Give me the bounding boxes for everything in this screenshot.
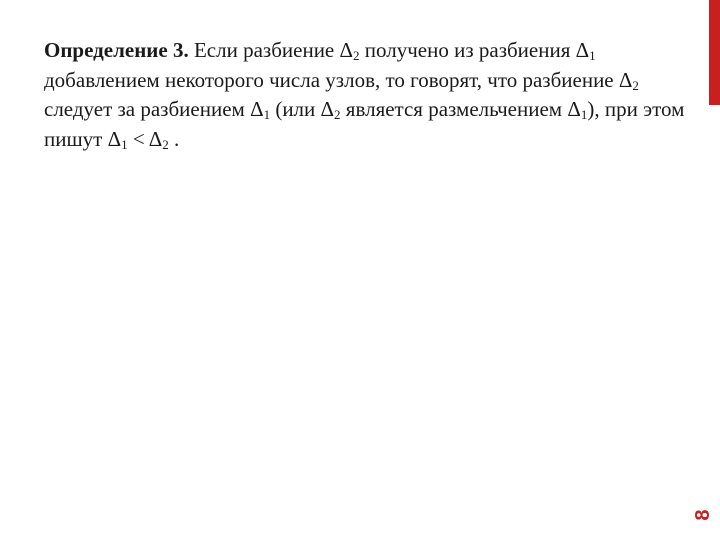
delta-subscript: 1 [263, 107, 271, 122]
delta-subscript: 2 [632, 77, 639, 93]
delta-subscript: 1 [121, 136, 128, 152]
delta-subscript: 2 [162, 136, 169, 152]
definition-heading: Определение 3. [44, 38, 189, 62]
delta-symbol: Δ [618, 67, 633, 92]
definition-text-part: < [127, 126, 149, 151]
definition-text-part: следует за разбиением [44, 97, 251, 121]
delta-symbol: Δ [250, 97, 264, 121]
delta-symbol: Δ [148, 126, 163, 151]
delta-subscript: 1 [589, 48, 596, 63]
definition-text-part: является размельчением [340, 97, 568, 121]
definition-text-part: ), при этом пишут [44, 97, 685, 151]
delta-symbol: Δ [339, 38, 354, 62]
delta-subscript: 2 [334, 107, 341, 122]
definition-text [44, 36, 694, 154]
page-number: 8 [691, 509, 714, 521]
delta-subscript: 1 [580, 107, 588, 122]
delta-symbol: Δ [107, 126, 122, 151]
delta-symbol: Δ [575, 38, 590, 62]
delta-symbol: Δ [567, 97, 581, 121]
definition-text-part: получено из разбиения [359, 38, 576, 62]
accent-bar [709, 0, 720, 105]
definition-text-part: (или [270, 97, 321, 121]
definition-text-part: . [168, 126, 180, 151]
delta-symbol: Δ [320, 97, 335, 121]
delta-subscript: 2 [353, 48, 360, 63]
definition-text-part: Если разбиение [188, 38, 340, 62]
definition-text-part: добавлением некоторого числа узлов, то говорят, что разбиение [44, 67, 619, 92]
